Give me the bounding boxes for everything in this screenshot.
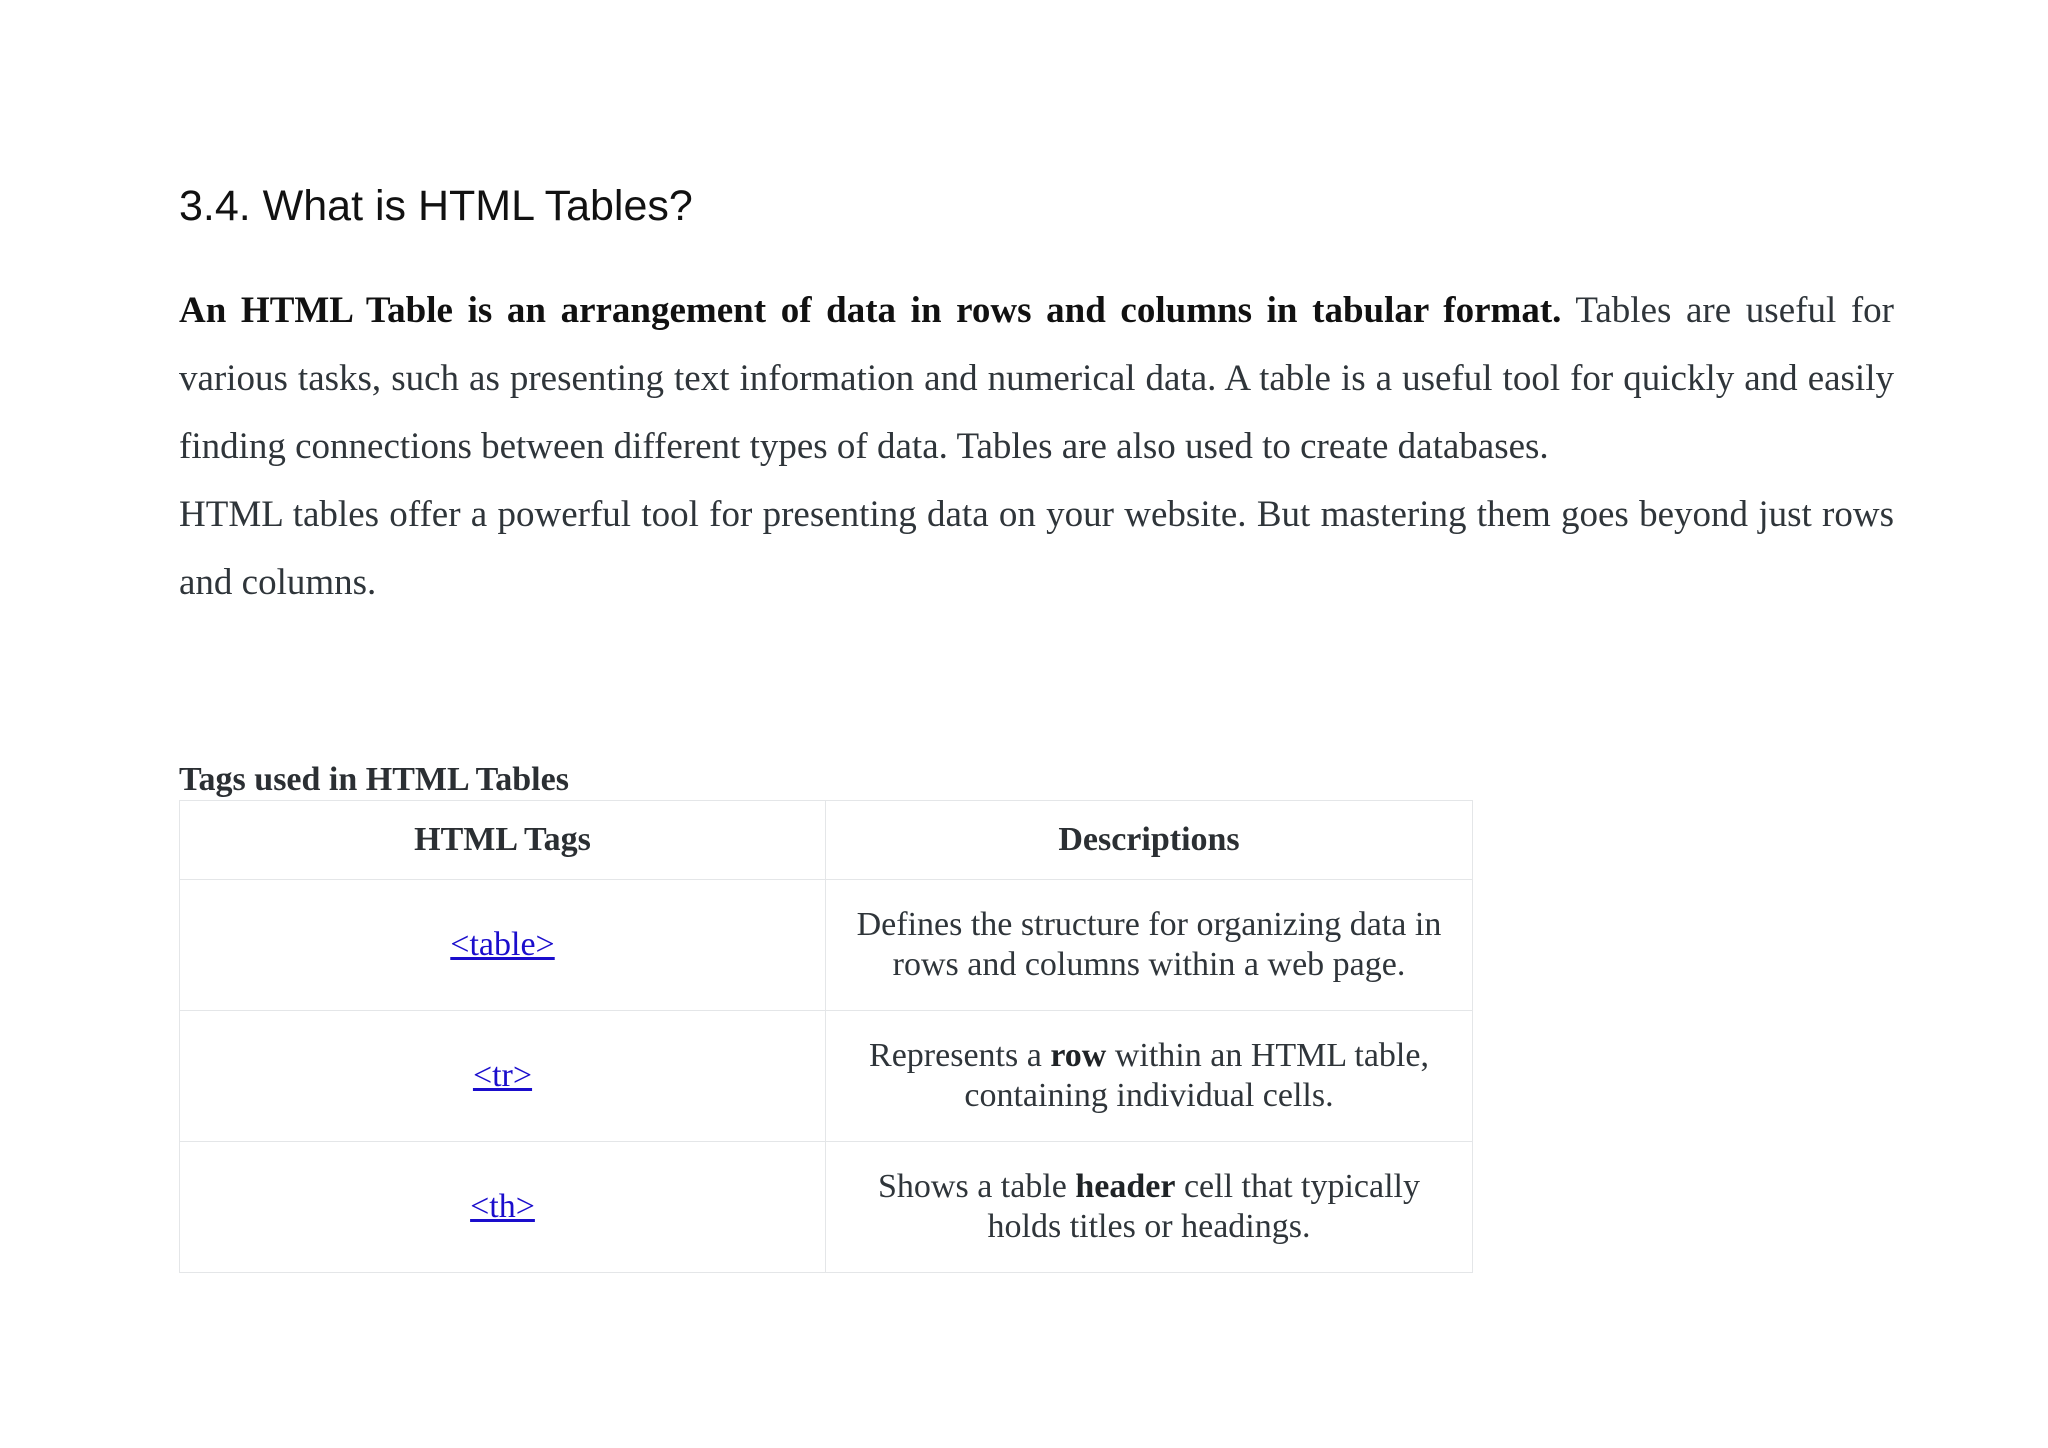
description-cell (826, 880, 1473, 1011)
table-row (180, 1011, 1473, 1142)
intro-rest: Tables are useful for various tasks, such as presenting text information and numerical data. A table is a useful tool for quickly and easily finding connections between different types of data. Tables are also used to create databases. (179, 290, 1894, 467)
desc-text: Defines the structure for organizing data in rows and columns within a web page. (856, 906, 1442, 983)
tag-link-th[interactable]: <th> (470, 1188, 535, 1225)
description-cell (826, 1142, 1473, 1273)
desc-text: Shows a table (878, 1168, 1076, 1205)
section-title: 3.4. What is HTML Tables? (179, 182, 693, 230)
desc-bold: header (1075, 1168, 1176, 1205)
desc-text: Represents a (869, 1037, 1051, 1074)
intro-text (179, 277, 1894, 617)
intro-lead: An HTML Table is an arrangement of data in rows and columns in tabular format. (179, 290, 1562, 331)
intro-paragraph-1 (179, 277, 1894, 481)
table-caption: Tags used in HTML Tables (179, 761, 569, 798)
intro-paragraph-2: HTML tables offer a powerful tool for presenting data on your website. But mastering them goes beyond just rows and columns. (179, 494, 1894, 603)
header-html-tags: HTML Tags (180, 801, 826, 880)
tag-cell (180, 1011, 826, 1142)
table-row (180, 1142, 1473, 1273)
header-descriptions: Descriptions (826, 801, 1473, 880)
table-row (180, 880, 1473, 1011)
desc-bold: row (1050, 1037, 1107, 1074)
tag-cell (180, 880, 826, 1011)
desc-text: within an HTML table, containing individual cells. (964, 1037, 1429, 1114)
html-tags-table (179, 800, 1473, 1273)
tag-link-tr[interactable]: <tr> (472, 1057, 533, 1094)
tag-cell (180, 1142, 826, 1273)
table-header-row (180, 801, 1473, 880)
desc-text: cell that typically holds titles or headings. (987, 1168, 1420, 1245)
description-cell (826, 1011, 1473, 1142)
tag-link-table[interactable]: <table> (450, 926, 555, 963)
